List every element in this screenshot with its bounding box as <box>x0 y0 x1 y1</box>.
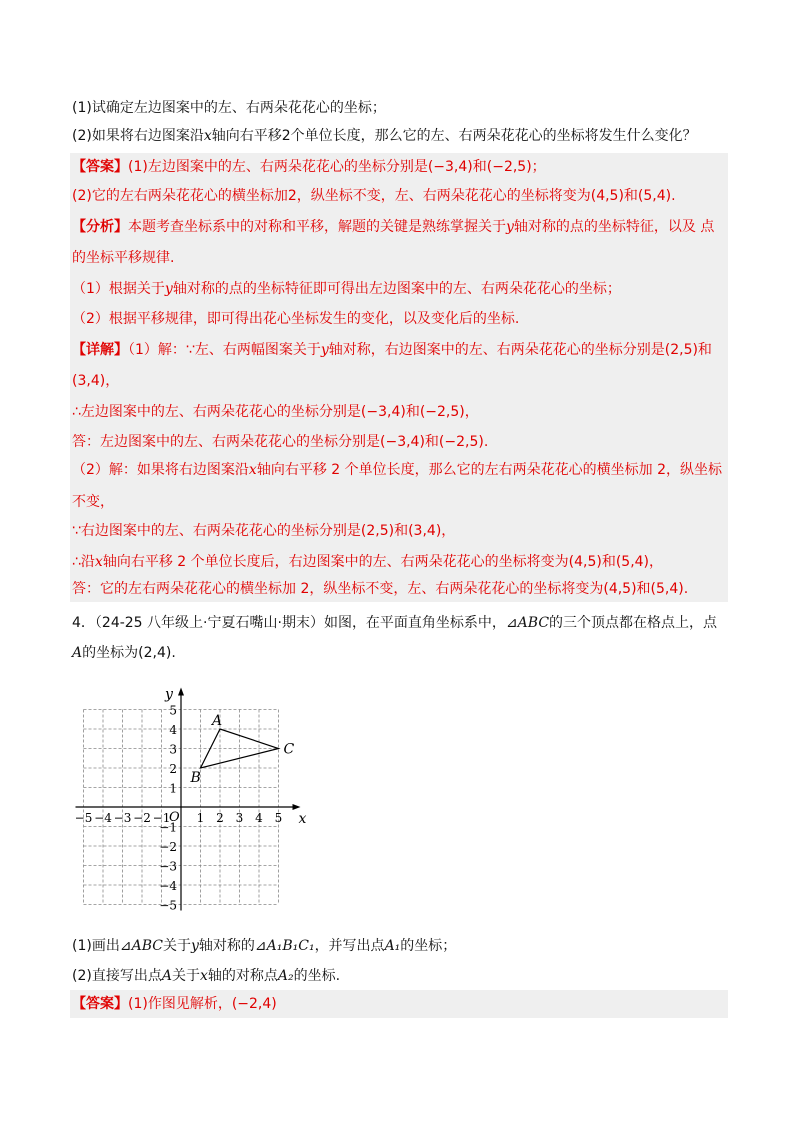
q4-part1 <box>72 936 456 956</box>
x-tick-label: −3 <box>113 811 132 825</box>
answer3-line2: (2)它的左右两朵花花心的横坐标加2，纵坐标不变，左、右两朵花花心的坐标将变为(4,5)和(5,4). <box>72 188 676 204</box>
y-tick-label: 1 <box>169 781 177 796</box>
q4-line2 <box>72 643 176 663</box>
x-axis-arrow <box>293 804 301 810</box>
analysis3-line2: 的坐标平移规律. <box>72 250 175 266</box>
triangle-symbol: ⊿ <box>254 938 267 954</box>
y-tick-label: −3 <box>159 859 177 874</box>
analysis3-text3b: 轴对称的点的坐标特征即可得出左边图案中的左、右两朵花花心的坐标； <box>172 281 621 297</box>
answer-tag: 【答案】 <box>72 996 128 1012</box>
x-tick-label: 3 <box>235 811 244 825</box>
q4-part1-var: y <box>190 938 199 954</box>
detail-tag: 【详解】 <box>72 342 128 358</box>
detail3-text1b: 轴对称，右边图案中的左、右两朵花花心的坐标分别是(2,5)和 <box>328 342 712 358</box>
q4-part2-point: A₂ <box>277 968 294 984</box>
q3-part1: (1)试确定左边图案中的左、右两朵花花心的坐标； <box>72 100 386 116</box>
detail3-line2: (3,4)， <box>72 373 120 389</box>
q4-part1-text-b: 关于 <box>162 938 191 954</box>
y-tick-label: 3 <box>169 742 177 757</box>
detail3-line1 <box>72 340 712 360</box>
x-tick-label: −1 <box>152 811 171 825</box>
analysis3-line3 <box>72 279 621 299</box>
analysis3-line4: （2）根据平移规律，即可得出花心坐标发生的变化，以及变化后的坐标. <box>72 311 520 327</box>
analysis3-var3: y <box>164 281 173 297</box>
triangle-symbol: ⊿ <box>119 938 132 954</box>
detail3-text1a: （1）解：∵左、右两幅图案关于 <box>128 342 321 358</box>
detail3-var8: x <box>94 554 103 570</box>
q4-text2b: 的坐标为(2,4). <box>82 645 176 661</box>
analysis3-var: y <box>506 219 514 235</box>
q3-var-x: x <box>203 128 212 144</box>
q4-part1-text-d: ，并写出点 <box>314 938 385 954</box>
detail3-text8a: ∴沿 <box>72 554 95 570</box>
vertex-label-a: A <box>212 713 223 729</box>
analysis3-line1 <box>72 217 714 237</box>
detail3-line7: ∵右边图案中的左、右两朵花花心的坐标分别是(2,5)和(3,4)， <box>72 523 456 539</box>
y-tick-label: −1 <box>159 820 177 835</box>
y-tick-label: 5 <box>169 703 177 718</box>
answer-tag: 【答案】 <box>72 159 128 175</box>
q4-part2-text-a: (2)直接写出点 <box>72 968 162 984</box>
q4-part2-text-d: 的坐标. <box>293 968 341 984</box>
q4-part1-text-e: 的坐标； <box>400 938 457 954</box>
analysis3-text3a: （1）根据关于 <box>72 281 165 297</box>
detail3-line4: 答：左边图案中的左、右两朵花花心的坐标分别是(−3,4)和(−2,5). <box>72 434 489 450</box>
detail3-text5a: （2）解：如果将右边图案沿 <box>72 462 249 478</box>
vertex-label-c: C <box>283 741 295 758</box>
analysis-tag: 【分析】 <box>72 219 128 235</box>
q4-part2-text-b: 关于 <box>171 968 200 984</box>
q4-part2-var2: x <box>199 968 208 984</box>
q4-text1b: 的三个顶点都在格点上，点 <box>549 615 718 631</box>
coordinate-grid-figure <box>60 672 330 922</box>
y-tick-label: 4 <box>169 723 177 737</box>
y-tick-label: 2 <box>169 762 177 776</box>
x-tick-label: −2 <box>133 811 151 825</box>
x-axis-label: x <box>298 811 307 827</box>
y-axis-arrow <box>178 688 184 696</box>
x-tick-label: 4 <box>255 811 263 825</box>
triangle-symbol: ⊿ <box>505 615 518 631</box>
x-tick-label: 2 <box>216 811 224 825</box>
y-tick-label: −2 <box>159 840 177 854</box>
q4-point-a: A <box>72 645 83 661</box>
analysis3-text1b: 轴对称的点的坐标特征，以及 点 <box>513 219 715 235</box>
q4-part2-var: A <box>161 968 172 984</box>
detail3-line3: ∴左边图案中的左、右两朵花花心的坐标分别是(−3,4)和(−2,5)， <box>72 404 479 420</box>
x-tick-label: 1 <box>196 811 205 825</box>
detail3-text5b: 轴向右平移 2 个单位长度，那么它的左右两朵花花心的横坐标加 2，纵坐标 <box>256 462 722 478</box>
q3-part2 <box>72 126 697 146</box>
answer3-text1: (1)左边图案中的左、右两朵花花心的坐标分别是(−3,4)和(−2,5)； <box>128 159 546 175</box>
answer4-line <box>72 994 277 1014</box>
q4-part1-a1b1c1: A₁B₁C₁ <box>266 938 315 954</box>
vertex-label-b: B <box>190 770 201 786</box>
q3-part2-text-end: 轴向右平移2个单位长度，那么它的左、右两朵花花心的坐标将发生什么变化？ <box>211 128 697 144</box>
q4-part1-point: A₁ <box>384 938 401 954</box>
y-axis-label: y <box>165 686 173 703</box>
y-tick-label: −4 <box>159 879 177 893</box>
answer4-text: (1)作图见解析，(−2,4) <box>128 996 277 1012</box>
q4-part2 <box>72 966 340 986</box>
x-tick-label: −5 <box>74 811 93 825</box>
analysis3-text1a: 本题考查坐标系中的对称和平移，解题的关键是熟练掌握关于 <box>128 219 506 235</box>
answer3-line1 <box>72 157 546 177</box>
detail3-line8 <box>72 552 663 572</box>
q4-part1-text-c: 轴对称的 <box>198 938 255 954</box>
q4-part2-text-c: 轴的对称点 <box>207 968 278 984</box>
q4-part1-text-a: (1)画出 <box>72 938 120 954</box>
detail3-var1: y <box>320 342 329 358</box>
origin-label: O <box>169 810 180 825</box>
y-tick-label: −5 <box>159 898 177 913</box>
detail3-line9: 答：它的左右两朵花花心的横坐标加 2，纵坐标不变，左、右两朵花花心的坐标将变为(4,5)和(5,4). <box>72 581 689 597</box>
q4-line1 <box>72 613 717 633</box>
q3-part2-text: (2)如果将右边图案沿 <box>72 128 204 144</box>
q4-triangle-name: ABC <box>517 615 550 631</box>
x-tick-label: 5 <box>274 811 283 825</box>
detail3-var5: x <box>248 462 257 478</box>
detail3-line6: 不变， <box>72 494 114 510</box>
detail3-text8b: 轴向右平移 2 个单位长度后，右边图案中的左、右两朵花花心的坐标将变为(4,5)和(5,4)， <box>102 554 664 570</box>
detail3-line5 <box>72 460 722 480</box>
q4-part1-abc: ABC <box>131 938 163 954</box>
q4-text1a: 4．（24-25 八年级上·宁夏石嘴山·期末）如图，在平面直角坐标系中， <box>72 615 506 631</box>
x-tick-label: −4 <box>94 811 112 825</box>
